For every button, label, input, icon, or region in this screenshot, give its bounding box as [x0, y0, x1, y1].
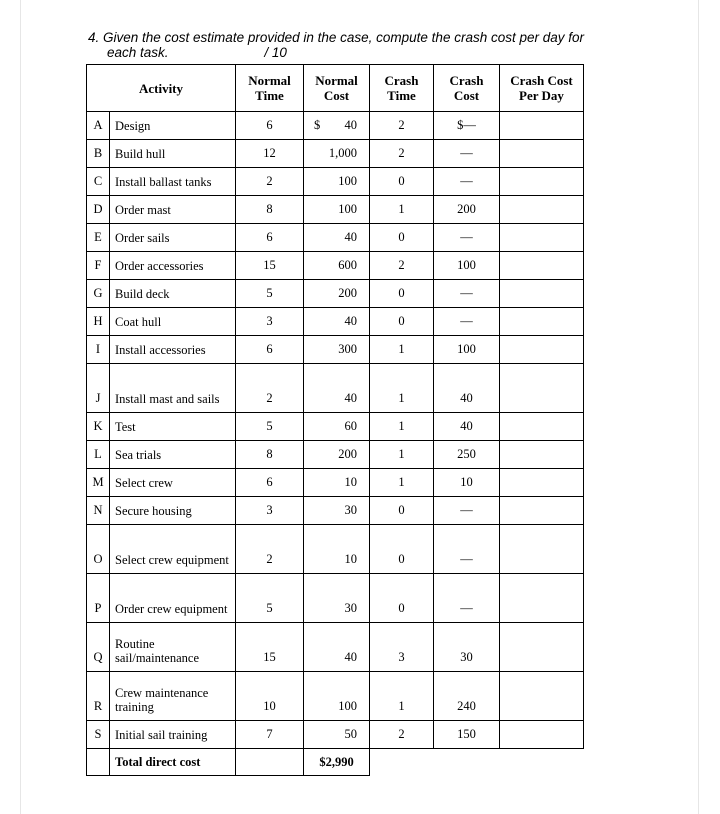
normal-time-cell: 8	[236, 441, 304, 469]
activity-name: Build deck	[110, 280, 236, 308]
normal-time-cell: 6	[236, 224, 304, 252]
crash-time-cell: 0	[370, 308, 434, 336]
activity-name: Design	[110, 112, 236, 140]
crash-cost-cell: 40	[434, 364, 500, 413]
crash-cost-cell: —	[434, 280, 500, 308]
normal-cost-value: 10	[344, 552, 357, 566]
activity-name: Sea trials	[110, 441, 236, 469]
crash-time-cell: 0	[370, 574, 434, 623]
crash-time-cell: 1	[370, 364, 434, 413]
question-text	[88, 30, 648, 60]
crash-time-cell: 2	[370, 140, 434, 168]
activity-id: M	[87, 469, 110, 497]
total-label: Total direct cost	[110, 749, 236, 776]
normal-cost-cell	[304, 336, 370, 364]
table-row	[87, 196, 584, 224]
activity-id: H	[87, 308, 110, 336]
normal-cost-value: 10	[344, 475, 357, 489]
crash-time-cell: 0	[370, 497, 434, 525]
crash-time-cell: 1	[370, 469, 434, 497]
header-crash-time: Crash Time	[370, 65, 434, 112]
header-crash-cost: Crash Cost	[434, 65, 500, 112]
normal-cost-cell	[304, 196, 370, 224]
table-row	[87, 721, 584, 749]
normal-cost-value: 60	[344, 419, 357, 433]
normal-cost-cell	[304, 168, 370, 196]
normal-cost-cell	[304, 441, 370, 469]
crash-cost-per-day-input[interactable]	[500, 623, 584, 672]
normal-cost-value: 30	[344, 601, 357, 615]
activity-name: Initial sail training	[110, 721, 236, 749]
activity-id: E	[87, 224, 110, 252]
activity-id: S	[87, 721, 110, 749]
crash-cost-per-day-input[interactable]	[500, 525, 584, 574]
normal-cost-value: 40	[344, 650, 357, 664]
normal-time-cell: 15	[236, 252, 304, 280]
activity-name: Select crew	[110, 469, 236, 497]
normal-time-cell: 3	[236, 497, 304, 525]
normal-cost-value: 100	[338, 202, 357, 216]
crash-cost-per-day-input[interactable]	[500, 441, 584, 469]
normal-time-cell: 8	[236, 196, 304, 224]
normal-cost-value: 1,000	[328, 146, 357, 160]
total-row-spacer	[87, 749, 110, 776]
crash-time-cell: 1	[370, 196, 434, 224]
crash-cost-cell: 100	[434, 252, 500, 280]
table-row	[87, 364, 584, 413]
normal-time-cell: 15	[236, 623, 304, 672]
crash-time-cell: 2	[370, 252, 434, 280]
header-activity: Activity	[87, 65, 236, 112]
crash-time-cell: 3	[370, 623, 434, 672]
crash-cost-per-day-input[interactable]	[500, 721, 584, 749]
question-line-2: each task.	[107, 45, 169, 60]
activity-name: Routine sail/maintenance	[110, 623, 236, 672]
crash-cost-per-day-input[interactable]	[500, 112, 584, 140]
header-crash-cost-per-day: Crash Cost Per Day	[500, 65, 584, 112]
normal-cost-cell	[304, 224, 370, 252]
normal-cost-cell	[304, 721, 370, 749]
table-row	[87, 413, 584, 441]
normal-time-cell: 10	[236, 672, 304, 721]
crash-cost-per-day-input[interactable]	[500, 224, 584, 252]
activity-name: Install accessories	[110, 336, 236, 364]
activity-name: Order accessories	[110, 252, 236, 280]
page-edge-right	[698, 0, 699, 814]
activity-name: Crew maintenance training	[110, 672, 236, 721]
crash-cost-per-day-input[interactable]	[500, 469, 584, 497]
normal-cost-cell	[304, 672, 370, 721]
normal-cost-value: 40	[344, 314, 357, 328]
header-normal-time: Normal Time	[236, 65, 304, 112]
table-row	[87, 469, 584, 497]
activity-id: B	[87, 140, 110, 168]
score-label: / 10	[264, 45, 287, 60]
normal-time-cell: 3	[236, 308, 304, 336]
activity-name: Test	[110, 413, 236, 441]
crash-time-cell: 0	[370, 280, 434, 308]
normal-cost-cell	[304, 497, 370, 525]
crash-time-cell: 1	[370, 336, 434, 364]
activity-name: Order mast	[110, 196, 236, 224]
table-row	[87, 112, 584, 140]
activity-id: O	[87, 525, 110, 574]
page-edge-left	[20, 0, 21, 814]
crash-cost-cell: 240	[434, 672, 500, 721]
crash-time-cell: 0	[370, 168, 434, 196]
activity-name: Coat hull	[110, 308, 236, 336]
table-row	[87, 497, 584, 525]
normal-cost-value: 30	[344, 503, 357, 517]
normal-cost-cell	[304, 574, 370, 623]
activity-name: Build hull	[110, 140, 236, 168]
table-body	[87, 112, 584, 776]
normal-cost-cell	[304, 308, 370, 336]
crash-cost-cell: 200	[434, 196, 500, 224]
activity-id: P	[87, 574, 110, 623]
normal-cost-cell	[304, 280, 370, 308]
activity-id: Q	[87, 623, 110, 672]
crash-cost-per-day-input[interactable]	[500, 413, 584, 441]
table-row	[87, 672, 584, 721]
table-row	[87, 336, 584, 364]
crash-cost-cell: 40	[434, 413, 500, 441]
activity-name: Order crew equipment	[110, 574, 236, 623]
table-row	[87, 441, 584, 469]
total-row	[87, 749, 584, 776]
table-row	[87, 308, 584, 336]
crash-cost-per-day-input[interactable]	[500, 280, 584, 308]
normal-time-cell: 5	[236, 280, 304, 308]
activity-name: Secure housing	[110, 497, 236, 525]
crash-time-cell: 1	[370, 413, 434, 441]
activity-id: G	[87, 280, 110, 308]
crash-cost-cell: 250	[434, 441, 500, 469]
crash-time-cell: 0	[370, 525, 434, 574]
activity-id: F	[87, 252, 110, 280]
table-row	[87, 140, 584, 168]
normal-cost-value: 100	[338, 174, 357, 188]
normal-time-cell: 6	[236, 469, 304, 497]
normal-cost-value: 200	[338, 286, 357, 300]
normal-cost-cell	[304, 525, 370, 574]
normal-time-cell: 12	[236, 140, 304, 168]
activity-id: D	[87, 196, 110, 224]
crash-cost-per-day-input[interactable]	[500, 336, 584, 364]
normal-time-cell: 5	[236, 413, 304, 441]
normal-cost-value: 40	[344, 118, 357, 132]
crash-cost-cell: —	[434, 497, 500, 525]
crash-time-cell: 2	[370, 112, 434, 140]
activity-id: R	[87, 672, 110, 721]
normal-time-cell: 6	[236, 336, 304, 364]
crash-cost-per-day-input[interactable]	[500, 672, 584, 721]
crash-cost-cell: $—	[434, 112, 500, 140]
crash-cost-per-day-input[interactable]	[500, 140, 584, 168]
crash-time-cell: 0	[370, 224, 434, 252]
crash-cost-cell: 150	[434, 721, 500, 749]
crash-cost-per-day-input[interactable]	[500, 252, 584, 280]
activity-id: I	[87, 336, 110, 364]
currency-symbol: $	[314, 118, 321, 132]
crash-time-cell: 1	[370, 441, 434, 469]
activity-id: N	[87, 497, 110, 525]
normal-cost-cell	[304, 140, 370, 168]
normal-cost-value: 40	[344, 391, 357, 405]
question-line-1: 4. Given the cost estimate provided in the case, compute the crash cost per day for	[88, 30, 585, 45]
normal-time-cell: 6	[236, 112, 304, 140]
crash-time-cell: 2	[370, 721, 434, 749]
activity-id: L	[87, 441, 110, 469]
normal-cost-value: 100	[338, 699, 357, 713]
crash-cost-per-day-input[interactable]	[500, 497, 584, 525]
activity-id: A	[87, 112, 110, 140]
total-normal-time-empty	[236, 749, 304, 776]
normal-cost-cell	[304, 623, 370, 672]
activity-name: Select crew equipment	[110, 525, 236, 574]
crash-time-cell: 1	[370, 672, 434, 721]
table-row	[87, 168, 584, 196]
crash-cost-table	[86, 64, 584, 776]
table-row	[87, 623, 584, 672]
normal-time-cell: 5	[236, 574, 304, 623]
normal-time-cell: 2	[236, 168, 304, 196]
normal-time-cell: 7	[236, 721, 304, 749]
crash-cost-cell: —	[434, 308, 500, 336]
normal-cost-cell	[304, 413, 370, 441]
total-value: $2,990	[304, 749, 370, 776]
crash-cost-per-day-input[interactable]	[500, 308, 584, 336]
table-header-row	[87, 65, 584, 112]
normal-time-cell: 2	[236, 525, 304, 574]
crash-cost-per-day-input[interactable]	[500, 574, 584, 623]
normal-cost-value: 40	[344, 230, 357, 244]
table-row	[87, 280, 584, 308]
normal-cost-cell	[304, 112, 370, 140]
crash-cost-per-day-input[interactable]	[500, 364, 584, 413]
normal-cost-cell	[304, 252, 370, 280]
normal-cost-value: 300	[338, 342, 357, 356]
normal-time-cell: 2	[236, 364, 304, 413]
table-row	[87, 252, 584, 280]
crash-cost-cell: —	[434, 525, 500, 574]
activity-id: C	[87, 168, 110, 196]
activity-name: Order sails	[110, 224, 236, 252]
header-normal-cost: Normal Cost	[304, 65, 370, 112]
normal-cost-value: 50	[344, 727, 357, 741]
crash-cost-cell: 10	[434, 469, 500, 497]
table-row	[87, 525, 584, 574]
crash-cost-cell: 100	[434, 336, 500, 364]
activity-id: J	[87, 364, 110, 413]
crash-cost-cell: —	[434, 140, 500, 168]
crash-cost-cell: —	[434, 224, 500, 252]
activity-id: K	[87, 413, 110, 441]
table-row	[87, 224, 584, 252]
crash-cost-cell: —	[434, 168, 500, 196]
crash-cost-per-day-input[interactable]	[500, 168, 584, 196]
activity-name: Install mast and sails	[110, 364, 236, 413]
normal-cost-value: 200	[338, 447, 357, 461]
crash-cost-cell: 30	[434, 623, 500, 672]
normal-cost-value: 600	[338, 258, 357, 272]
activity-name: Install ballast tanks	[110, 168, 236, 196]
table-row	[87, 574, 584, 623]
crash-cost-cell: —	[434, 574, 500, 623]
crash-cost-per-day-input[interactable]	[500, 196, 584, 224]
normal-cost-cell	[304, 469, 370, 497]
normal-cost-cell	[304, 364, 370, 413]
